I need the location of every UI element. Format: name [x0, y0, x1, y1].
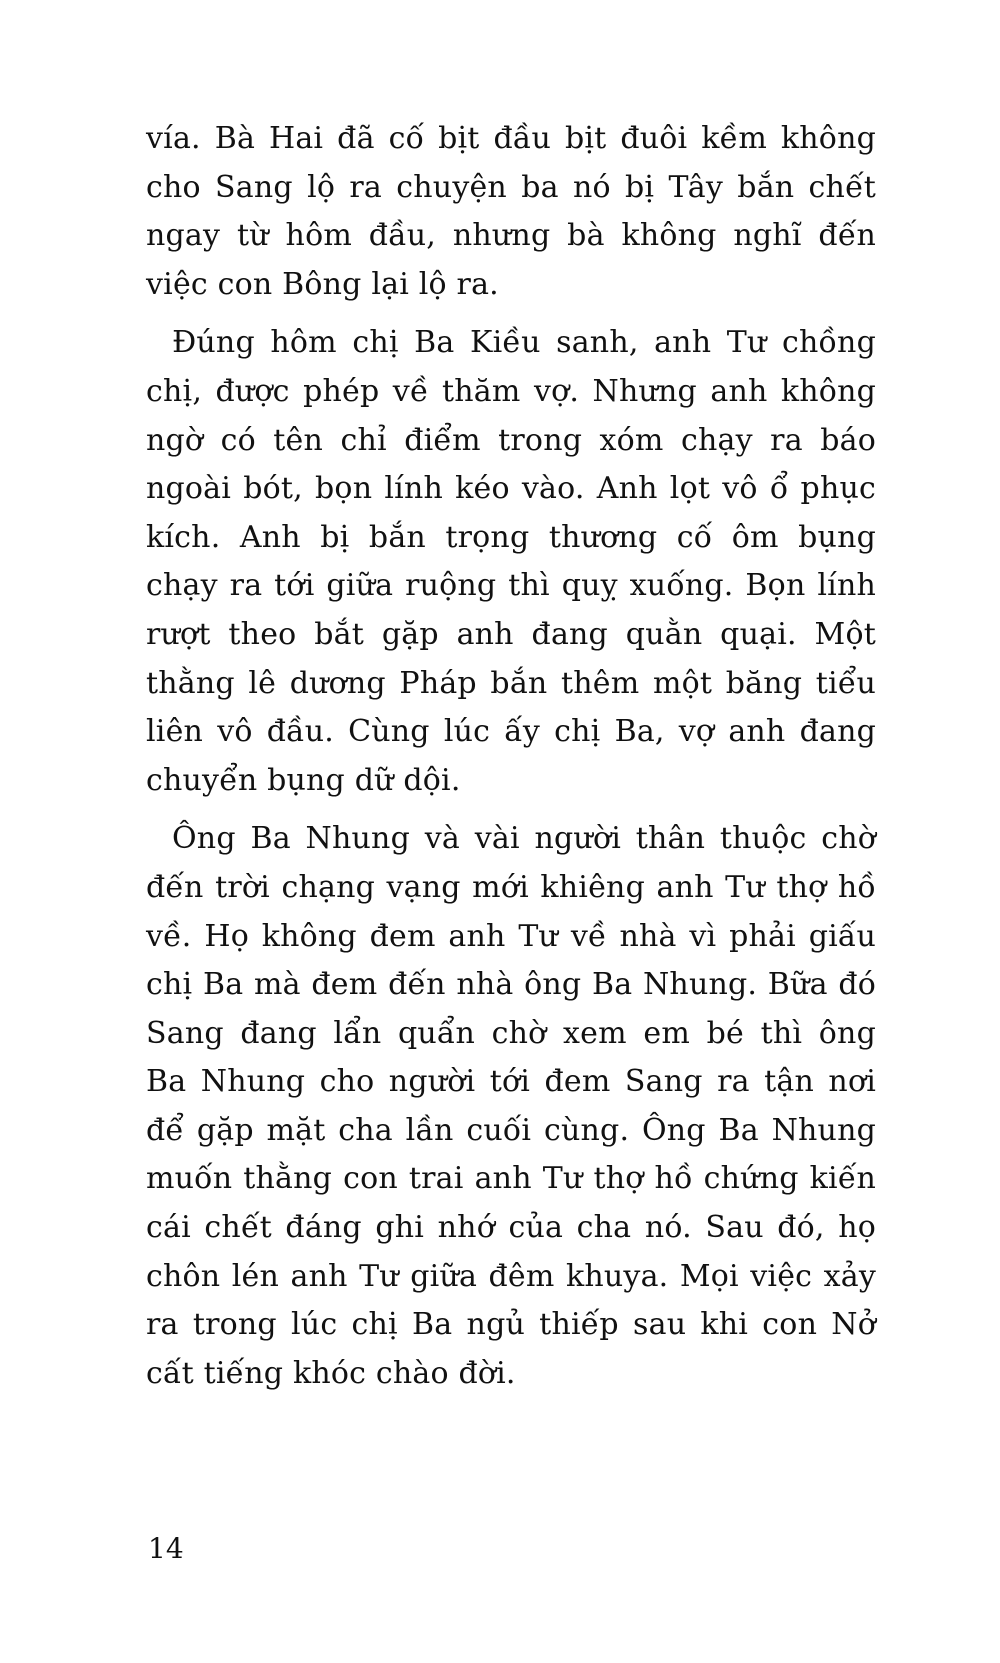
text-line: ngờ có tên chỉ điểm trong xóm chạy ra báo	[146, 422, 876, 458]
text-line: Đúng hôm chị Ba Kiều sanh, anh Tư chồng	[172, 325, 876, 361]
text-line: chị Ba mà đem đến nhà ông Ba Nhung. Bữa đó	[146, 967, 876, 1003]
text-line: chị, được phép về thăm vợ. Nhưng anh không	[146, 373, 876, 409]
page-body-text	[146, 115, 876, 1398]
text-line: cái chết đáng ghi nhớ của cha nó. Sau đó, họ	[146, 1210, 876, 1246]
text-line: muốn thằng con trai anh Tư thợ hồ chứng kiến	[146, 1161, 876, 1197]
text-line: thằng lê dương Pháp bắn thêm một băng tiểu	[146, 665, 876, 701]
text-line: đến trời chạng vạng mới khiêng anh Tư thợ hồ	[146, 869, 876, 905]
text-line: liên vô đầu. Cùng lúc ấy chị Ba, vợ anh đang	[146, 714, 876, 750]
text-line: Ba Nhung cho người tới đem Sang ra tận nơi	[146, 1064, 876, 1100]
text-line: chôn lén anh Tư giữa đêm khuya. Mọi việc xảy	[146, 1258, 876, 1294]
text-line: chuyển bụng dữ dội.	[146, 762, 461, 798]
page-number: 14	[148, 1532, 184, 1565]
text-line: về. Họ không đem anh Tư về nhà vì phải giấu	[146, 918, 876, 954]
text-line: cho Sang lộ ra chuyện ba nó bị Tây bắn chết	[146, 169, 876, 205]
paragraph-2	[146, 319, 876, 805]
text-line: ngoài bót, bọn lính kéo vào. Anh lọt vô ổ phục	[146, 471, 876, 507]
text-line: Ông Ba Nhung và vài người thân thuộc chờ	[172, 821, 876, 857]
text-line: việc con Bông lại lộ ra.	[146, 266, 499, 302]
paragraph-3	[146, 815, 876, 1398]
text-line: để gặp mặt cha lần cuối cùng. Ông Ba Nhung	[146, 1112, 876, 1148]
text-line: kích. Anh bị bắn trọng thương cố ôm bụng	[146, 519, 876, 555]
text-line: rượt theo bắt gặp anh đang quằn quại. Một	[146, 616, 876, 652]
text-line: cất tiếng khóc chào đời.	[146, 1355, 516, 1391]
text-line: chạy ra tới giữa ruộng thì quỵ xuống. Bọn lính	[146, 568, 876, 604]
text-line: ra trong lúc chị Ba ngủ thiếp sau khi con Nở	[146, 1307, 876, 1343]
text-line: Sang đang lẩn quẩn chờ xem em bé thì ông	[146, 1015, 876, 1051]
paragraph-1	[146, 115, 876, 309]
text-line: vía. Bà Hai đã cố bịt đầu bịt đuôi kềm không	[146, 121, 876, 156]
text-line: ngay từ hôm đầu, nhưng bà không nghĩ đến	[146, 218, 876, 254]
